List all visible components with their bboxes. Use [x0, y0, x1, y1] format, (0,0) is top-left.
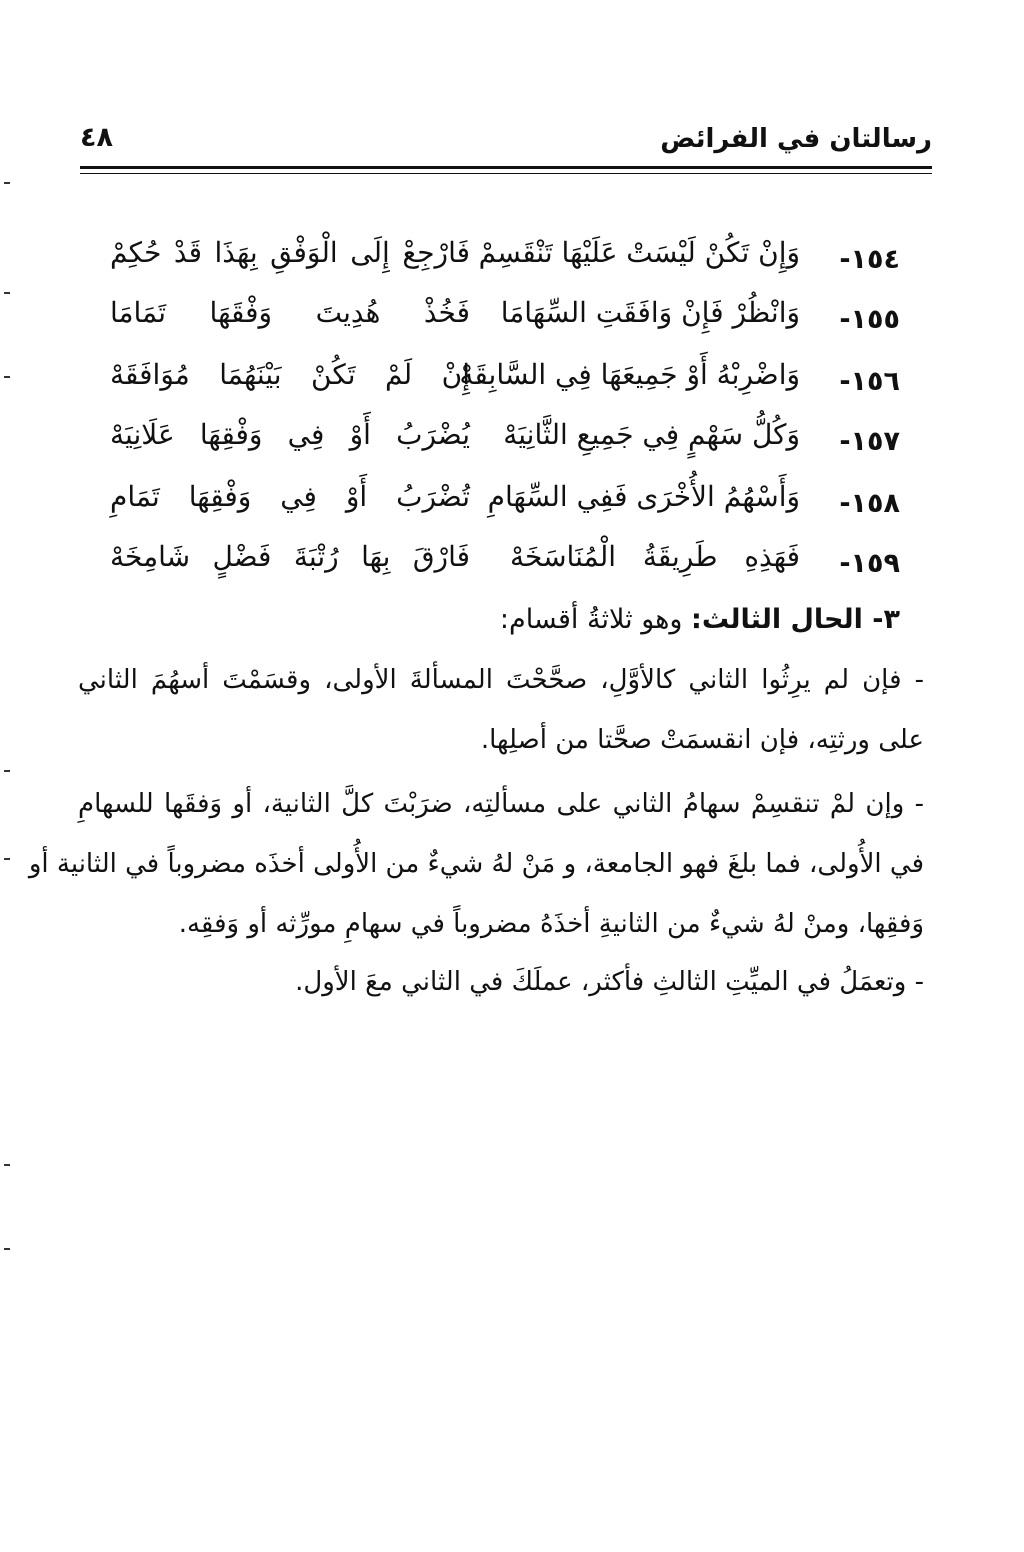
verse-number: ١٥٩-: [839, 548, 900, 579]
verse-first-hemistich: وَكُلُّ سَهْمٍ فِي جَمِيعِ الثَّانِيَهْ: [503, 418, 800, 451]
paragraph-line: وَفقِها، ومنْ لهُ شيءٌ من الثانيةِ أخذَهُ مضروباً في سهامِ مورِّثه أو وَفقِه.: [178, 909, 924, 939]
running-header: [80, 120, 932, 164]
verse-number: ١٥٧-: [839, 426, 900, 457]
section-heading-rest: وهو ثلاثةُ أقسام:: [499, 604, 683, 635]
verse-first-hemistich: وَإِنْ تَكُنْ لَيْسَتْ عَلَيْهَا تَنْقَسِمْ: [478, 236, 800, 269]
margin-speck: [4, 1164, 10, 1166]
verse-row: [100, 540, 900, 590]
verse-number: ١٥٨-: [839, 488, 900, 519]
margin-speck: [4, 858, 10, 860]
verse-first-hemistich: وَانْظُرْ فَإِنْ وَافَقَتِ السِّهَامَا: [500, 296, 800, 329]
paragraph-line: - وإن لمْ تنقسِمْ سهامُ الثاني على مسألتِه، ضرَبْتَ كلَّ الثانية، أو وَفقَها للسهامِ: [78, 789, 924, 819]
verse-second-hemistich: يُضْرَبُ أَوْ فِي وَفْقِهَا عَلَانِيَهْ: [110, 418, 470, 451]
verse-first-hemistich: فَهَذِهِ طَرِيقَةُ الْمُنَاسَخَهْ: [510, 540, 800, 573]
paragraph-line: - وتعمَلُ في الميِّتِ الثالثِ فأكثر، عملَكَ في الثاني معَ الأول.: [295, 967, 924, 997]
margin-speck: [4, 292, 10, 294]
verse-row: [100, 236, 900, 286]
verse-first-hemistich: وَاضْرِبْهُ أَوْ جَمِيعَهَا فِي السَّابِقَهْ: [459, 358, 800, 391]
paragraph-line: على ورثتِه، فإن انقسمَتْ صحَّتا من أصلِها.: [480, 725, 924, 755]
verse-row: [100, 296, 900, 346]
verse-number: ١٥٦-: [839, 366, 900, 397]
page-number: ٤٨: [80, 122, 113, 153]
verse-row: [100, 358, 900, 408]
verse-second-hemistich: فَارْقَ بِهَا رُتْبَةَ فَضْلٍ شَامِخَهْ: [110, 540, 470, 573]
section-heading-title: ٣- الحال الثالث:: [691, 604, 900, 635]
verse-second-hemistich: فَخُذْ هُدِيتَ وَفْقَهَا تَمَامَا: [110, 296, 470, 329]
margin-speck: [4, 376, 10, 378]
verse-second-hemistich: فَارْجِعْ إِلَى الْوَفْقِ بِهَذَا قَدْ حُكِمْ: [110, 236, 470, 269]
verse-number: ١٥٤-: [839, 244, 900, 275]
margin-speck: [4, 770, 10, 772]
section-heading: [500, 604, 900, 635]
verse-first-hemistich: وَأَسْهُمُ الأُخْرَى فَفِي السِّهَامِ: [487, 480, 800, 513]
book-title: رسالتان في الفرائض: [660, 124, 932, 154]
verse-row: [100, 480, 900, 530]
verse-second-hemistich: إِنْ لَمْ تَكُنْ بَيْنَهُمَا مُوَافَقَهْ: [110, 358, 470, 391]
verse-number: ١٥٥-: [839, 304, 900, 335]
margin-speck: [4, 182, 10, 184]
verse-row: [100, 418, 900, 468]
paragraph-line: - فإن لم يرِثُوا الثاني كالأوَّلِ، صحَّحْتَ المسألةَ الأولى، وقسَمْتَ أسهُمَ الثاني: [78, 665, 924, 695]
margin-speck: [4, 1248, 10, 1250]
verse-second-hemistich: تُضْرَبُ أَوْ فِي وَفْقِهَا تَمَامِ: [110, 480, 470, 513]
paragraph-line: في الأُولى، فما بلغَ فهو الجامعة، و مَنْ لهُ شيءٌ من الأُولى أخذَه مضروباً في الثانية أو: [28, 849, 924, 879]
header-rule-thin: [80, 173, 932, 174]
header-rule: [80, 166, 932, 169]
